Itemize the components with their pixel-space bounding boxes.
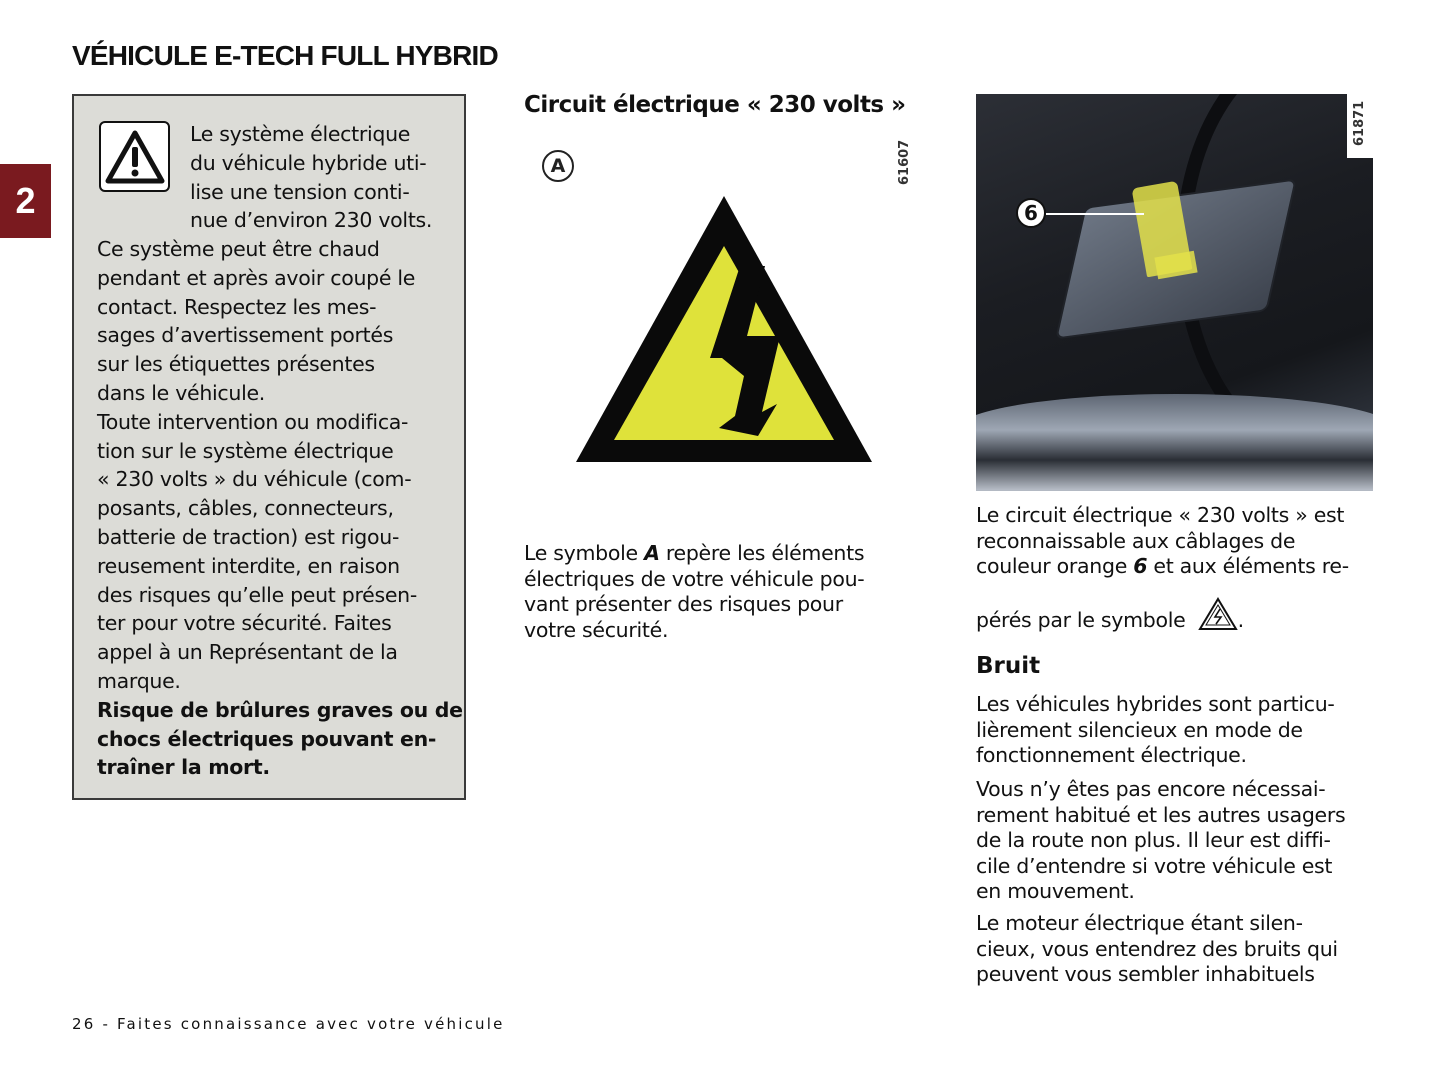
text-line: en mouvement. — [976, 879, 1135, 903]
text-line: des risques qu’elle peut présen- — [97, 582, 417, 607]
text-line: batterie de traction) est rigou- — [97, 524, 400, 549]
text-line: vant présenter des risques pour — [524, 592, 843, 616]
text-line: fonctionnement électrique. — [976, 743, 1247, 767]
text-line: cile d’entendre si votre véhicule est — [976, 853, 1333, 878]
text-line: votre sécurité. — [524, 617, 669, 642]
warning-box — [72, 94, 466, 800]
callout-6: 6 — [1016, 198, 1046, 228]
danger-text-line: chocs électriques pouvant en- — [97, 726, 437, 751]
text-line: contact. Respectez les mes- — [97, 294, 377, 319]
text-line: Les véhicules hybrides sont particu- — [976, 692, 1335, 716]
text-line: Ce système peut être chaud — [97, 237, 380, 261]
page-title: VÉHICULE E-TECH FULL HYBRID — [72, 40, 498, 71]
text-line: peuvent vous sembler inhabituels — [976, 962, 1315, 986]
text-line: marque. — [97, 668, 181, 693]
callout-leader-line — [1046, 213, 1144, 215]
text-line: Le système électrique — [190, 122, 411, 146]
text-line: Toute intervention ou modifica- — [97, 409, 409, 434]
bruit-paragraph — [976, 911, 1376, 988]
warning-body-text — [97, 235, 463, 782]
text-line: couleur orange 6 et aux éléments re- — [976, 554, 1349, 578]
text-line: électriques de votre véhicule pou- — [524, 566, 865, 591]
danger-text-line: Risque de brûlures graves ou de — [97, 697, 463, 722]
text-line: posants, câbles, connecteurs, — [97, 496, 394, 521]
text-line: pérés par le symbole — [976, 608, 1186, 632]
high-voltage-warning-icon — [572, 192, 876, 470]
chapter-tab[interactable]: 2 — [0, 164, 51, 238]
bruit-heading: Bruit — [976, 653, 1041, 679]
figure-label-a: A — [542, 150, 574, 182]
figure-reference-number: 61607 — [897, 139, 912, 185]
bumper-shape — [976, 394, 1373, 491]
warning-triangle-icon — [99, 121, 170, 192]
text-line: pendant et après avoir coupé le — [97, 265, 416, 290]
text-line: Le circuit électrique « 230 volts » est — [976, 503, 1345, 527]
page-footer: 26 - Faites connaissance avec votre véhicule — [72, 1015, 505, 1033]
bruit-paragraph — [976, 692, 1376, 769]
circuit-section-heading: Circuit électrique « 230 volts » — [524, 92, 906, 118]
text-line: appel à un Représentant de la — [97, 640, 398, 665]
text-line: de la route non plus. Il leur est diffi- — [976, 828, 1331, 852]
text-line: du véhicule hybride uti- — [190, 150, 427, 175]
text-line: lièrement silencieux en mode de — [976, 717, 1303, 742]
text-line: reconnaissable aux câblages de — [976, 528, 1296, 553]
symbol-description — [524, 541, 924, 643]
text-line: sur les étiquettes présentes — [97, 352, 375, 377]
text-line: ter pour votre sécurité. Faites — [97, 611, 392, 636]
high-voltage-symbol-icon — [1198, 597, 1238, 636]
photo-reference-number: 61871 — [1352, 100, 1367, 146]
text-line: tion sur le système électrique — [97, 438, 394, 463]
text-line: Vous n’y êtes pas encore nécessai- — [976, 777, 1326, 801]
danger-text-line: traîner la mort. — [97, 755, 270, 780]
bruit-paragraph — [976, 777, 1376, 905]
text-line: « 230 volts » du véhicule (com- — [97, 467, 412, 492]
warning-intro-text — [190, 120, 460, 235]
cable-description — [976, 503, 1376, 580]
text-line: sages d’avertissement portés — [97, 323, 394, 348]
text-line: rement habitué et les autres usagers — [976, 802, 1346, 827]
text-line: Le symbole A repère les éléments — [524, 541, 865, 565]
text-line: dans le véhicule. — [97, 380, 266, 405]
text-line: nue d’environ 230 volts. — [190, 208, 433, 233]
text-line: cieux, vous entendrez des bruits qui — [976, 936, 1338, 961]
engine-compartment-photo — [976, 94, 1373, 491]
text-line: reusement interdite, en raison — [97, 553, 400, 578]
text-period: . — [1237, 608, 1244, 632]
high-voltage-figure — [524, 130, 924, 480]
text-line: lise une tension conti- — [190, 179, 410, 204]
symbol-reference-line — [976, 597, 1244, 636]
text-line: Le moteur électrique étant silen- — [976, 911, 1303, 935]
